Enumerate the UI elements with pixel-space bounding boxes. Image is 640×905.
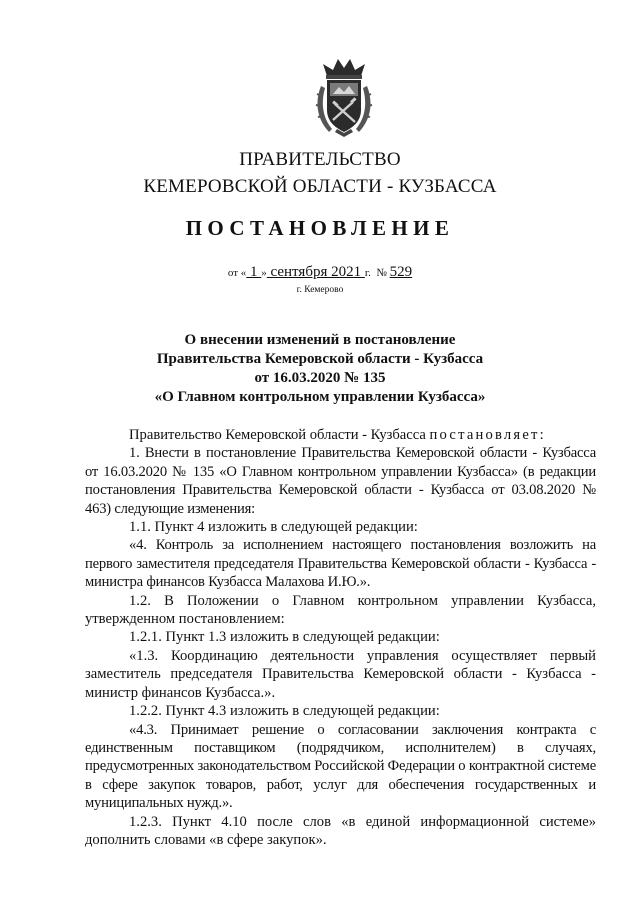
government-title: ПРАВИТЕЛЬСТВО (239, 149, 401, 170)
number-label: № (376, 267, 387, 279)
subject-line: Правительства Кемеровской области - Кузбасса (156, 351, 484, 367)
intro-text: Правительство Кемеровской области - Кузбасса (129, 427, 430, 443)
subject-line: О внесении изменений в постановление (184, 332, 456, 348)
document-type-title: ПОСТАНОВЛЕНИЕ (185, 216, 455, 240)
date-prefix: от « (227, 267, 247, 279)
paragraph-1-2-2: 1.2.2. Пункт 4.3 изложить в следующей редакции: (129, 703, 440, 720)
paragraph-quote-4-3: «4.3. Принимает решение о согласовании заключения контракта с единственным поставщиком (подрядчиком, исполнителем) в случаях, предусмотренных законодательством Российской Федерации о контрактной системе в сфере закупок товаров, работ, услуг для обеспечения государственных и муниципальных нужд.». (85, 721, 596, 812)
date-month-year: сентября 2021 (266, 264, 365, 280)
kuzbass-coat-of-arms-icon (313, 56, 375, 140)
subject-line: «О Главном контрольном управлении Кузбасса» (154, 389, 486, 405)
date-close-quote: » (261, 267, 267, 279)
paragraph-quote-4: «4. Контроль за исполнением настоящего постановления возложить на первого заместителя председателя Правительства Кемеровской области - Кузбасса - министра финансов Кузбасса Малахова И.Ю.». (85, 537, 596, 591)
paragraph-1-2-1: 1.2.1. Пункт 1.3 изложить в следующей редакции: (129, 629, 440, 646)
paragraph-1-2: 1.2. В Положении о Главном контрольном управлении Кузбасса, утвержденном постановлением: (85, 592, 596, 628)
intro-verb: постановляет: (429, 427, 546, 443)
paragraph-1: 1. Внести в постановление Правительства Кемеровской области - Кузбасса от 16.03.2020 № 135 «О Главном контрольном управлении Кузбасса» (в редакции постановления Правительства Кемеровской области - Кузбасса от 03.08.2020 № 463) следующие изменения: (85, 445, 596, 517)
intro-paragraph (85, 426, 596, 444)
date-day: 1 (246, 264, 262, 280)
region-title: КЕМЕРОВСКОЙ ОБЛАСТИ - КУЗБАССА (143, 176, 497, 197)
subject-line: от 16.03.2020 № 135 (254, 370, 386, 386)
paragraph-1-1: 1.1. Пункт 4 изложить в следующей редакции: (129, 519, 418, 536)
paragraph-quote-1-3: «1.3. Координацию деятельности управления осуществляет первый заместитель председателя Правительства Кемеровской области - Кузбасса - министр финансов Кузбасса.». (85, 647, 596, 701)
document-dateline (0, 264, 640, 281)
document-number: 529 (389, 264, 413, 280)
document-body (85, 426, 596, 849)
paragraph-1-2-3: 1.2.3. Пункт 4.10 после слов «в единой информационной системе» дополнить словами «в сфере закупок». (85, 813, 596, 848)
date-year-suffix: г. (364, 267, 371, 279)
document-subject (0, 331, 640, 407)
document-city: г. Кемерово (296, 285, 344, 295)
